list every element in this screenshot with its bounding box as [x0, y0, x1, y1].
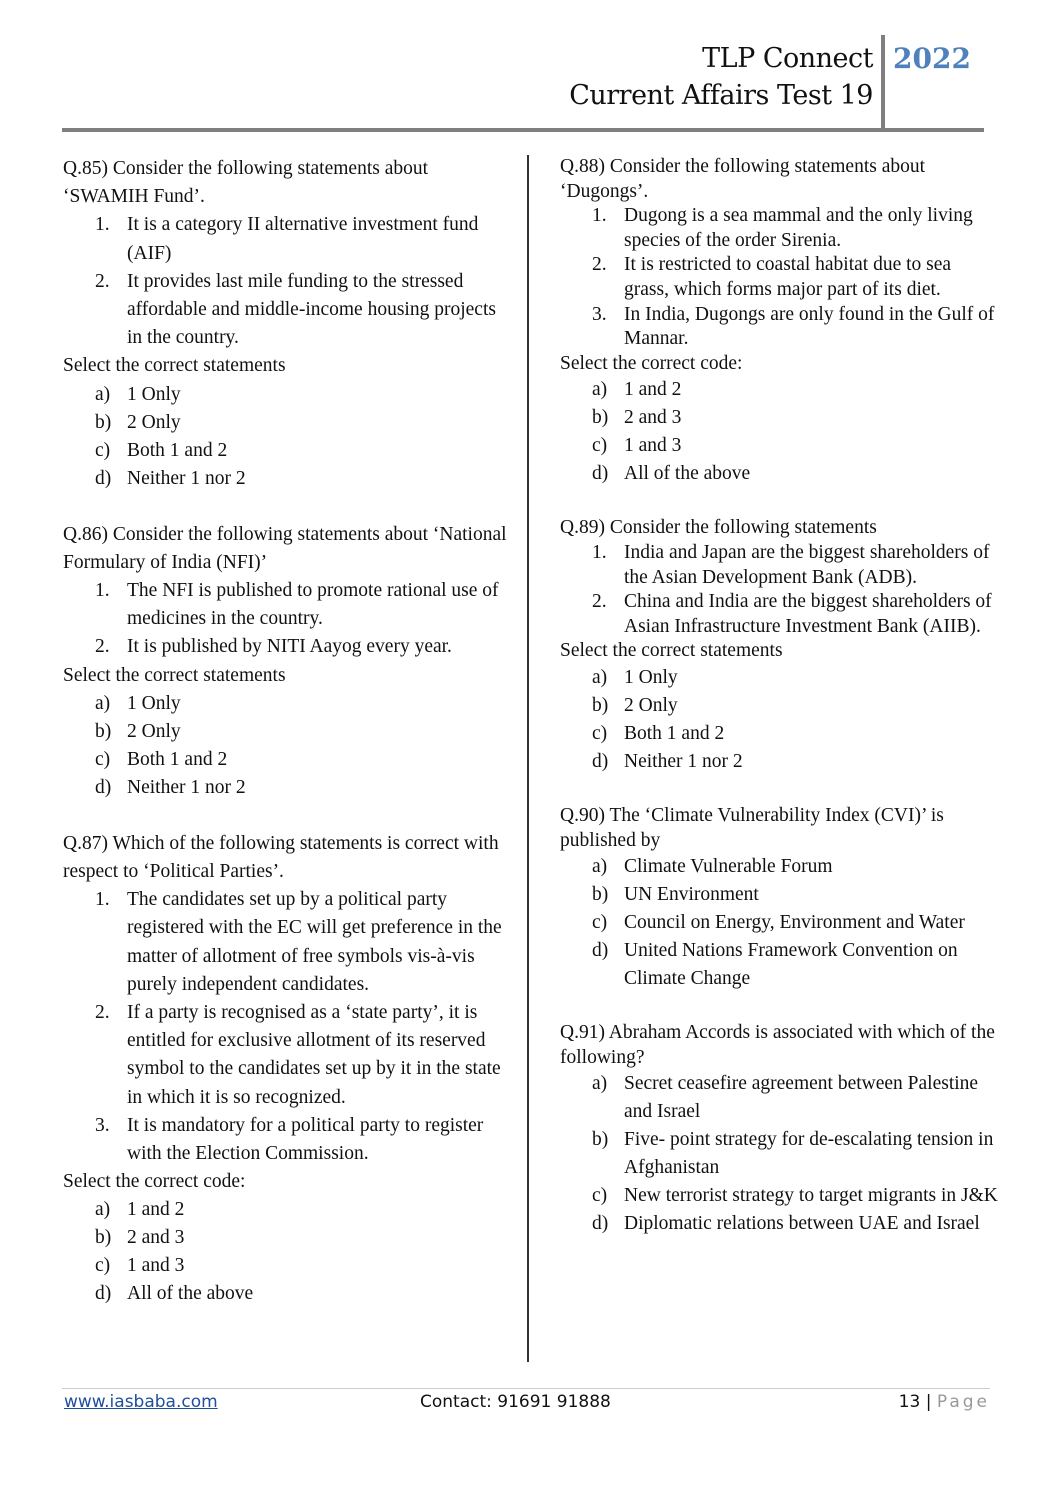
- answer-option: [560, 1070, 1000, 1126]
- statement-text: China and India are the biggest shareholders of Asian Infrastructure Investment Bank (AIIB).: [624, 591, 992, 637]
- option-letter: d): [592, 750, 609, 772]
- question-instruction: Select the correct statements: [63, 355, 286, 377]
- option-letter: c): [592, 722, 608, 744]
- option-text: All of the above: [624, 463, 751, 485]
- option-text: Neither 1 nor 2: [624, 750, 743, 772]
- option-letter: a): [95, 692, 111, 714]
- question: [63, 830, 508, 1309]
- statement-number: 1.: [95, 889, 110, 911]
- header-divider: [881, 35, 885, 130]
- document-header: [569, 40, 873, 114]
- statement-number: 2.: [592, 254, 607, 276]
- contact-info: Contact: 91691 91888: [420, 1392, 611, 1412]
- option-letter: c): [95, 748, 111, 770]
- option-letter: a): [95, 1199, 111, 1221]
- answer-option: [560, 720, 1000, 748]
- answer-option: [560, 432, 1000, 460]
- statement-text: India and Japan are the biggest shareholders of the Asian Development Bank (ADB).: [624, 541, 990, 588]
- answer-option: [560, 692, 1000, 720]
- answer-option: [560, 664, 1000, 692]
- statement-text: The NFI is published to promote rational use of medicines in the country.: [127, 580, 499, 630]
- answer-option: [63, 1224, 508, 1252]
- answer-option: [560, 404, 1000, 432]
- question: [63, 521, 508, 802]
- question: [560, 804, 1000, 993]
- statement-text: It is published by NITI Aayog every year.: [127, 636, 452, 658]
- statement-text: In India, Dugongs are only found in the Gulf of Mannar.: [624, 303, 995, 350]
- answer-option: [63, 437, 508, 465]
- option-text: 2 and 3: [624, 407, 682, 429]
- option-letter: b): [95, 411, 112, 433]
- statement: [63, 633, 508, 661]
- question-stem: Q.91) Abraham Accords is associated with which of the following?: [560, 1022, 995, 1068]
- statement: [63, 1112, 508, 1168]
- answer-option: [63, 465, 508, 493]
- statement-number: 1.: [592, 541, 607, 563]
- option-letter: b): [95, 1227, 112, 1249]
- page-number: 13 | Page: [898, 1392, 990, 1412]
- header-title: TLP Connect: [702, 43, 873, 74]
- statement: [63, 268, 508, 353]
- option-letter: b): [592, 884, 609, 906]
- option-text: 1 Only: [127, 383, 181, 405]
- statement-number: 3.: [592, 303, 607, 325]
- question-stem: Q.89) Consider the following statements: [560, 517, 877, 539]
- question-instruction: Select the correct code:: [560, 352, 743, 374]
- option-text: New terrorist strategy to target migrants in J&K: [624, 1185, 998, 1207]
- answer-option: [560, 1126, 1000, 1182]
- option-letter: b): [592, 694, 609, 716]
- statement: [560, 204, 1000, 253]
- statement-text: It is mandatory for a political party to register with the Election Commission.: [127, 1114, 484, 1165]
- statement-number: 2.: [592, 591, 607, 613]
- option-letter: c): [592, 1185, 608, 1207]
- option-text: 2 and 3: [127, 1227, 185, 1249]
- question-instruction: Select the correct statements: [560, 640, 783, 662]
- answer-option: [63, 774, 508, 802]
- question-stem: Q.87) Which of the following statements is correct with respect to ‘Political Parties’.: [63, 832, 499, 883]
- option-letter: c): [592, 435, 608, 457]
- statement: [560, 303, 1000, 352]
- answer-option: [560, 1210, 1000, 1238]
- answer-option: [63, 381, 508, 409]
- answer-option: [560, 881, 1000, 909]
- website-link[interactable]: www.iasbaba.com: [64, 1392, 218, 1412]
- option-text: 2 Only: [127, 720, 181, 742]
- option-letter: a): [95, 383, 111, 405]
- option-letter: c): [95, 439, 111, 461]
- option-letter: d): [592, 463, 609, 485]
- option-letter: d): [95, 776, 112, 798]
- option-text: Both 1 and 2: [127, 748, 228, 770]
- header-subtitle: Current Affairs Test 19: [569, 80, 873, 111]
- option-letter: a): [592, 379, 608, 401]
- statement: [560, 590, 1000, 639]
- header-rule: [62, 128, 984, 132]
- statement-number: 1.: [95, 214, 110, 236]
- option-letter: d): [592, 1213, 609, 1235]
- statement-number: 2.: [95, 636, 110, 658]
- page-label: Page: [936, 1392, 990, 1412]
- question-stem: Q.85) Consider the following statements about ‘SWAMIH Fund’.: [63, 158, 429, 208]
- option-text: 1 Only: [127, 692, 181, 714]
- statement-text: It provides last mile funding to the stressed affordable and middle-income housing projects in the country.: [127, 270, 496, 349]
- option-text: Neither 1 nor 2: [127, 467, 246, 489]
- question: [63, 155, 508, 493]
- answer-option: [560, 460, 1000, 488]
- option-letter: b): [95, 720, 112, 742]
- answer-option: [63, 690, 508, 718]
- question: [560, 1021, 1000, 1238]
- option-text: 1 and 3: [624, 435, 682, 457]
- option-text: United Nations Framework Convention on Climate Change: [624, 940, 958, 990]
- option-text: Secret ceasefire agreement between Palestine and Israel: [624, 1073, 979, 1123]
- statement: [63, 999, 508, 1112]
- option-text: Both 1 and 2: [127, 439, 228, 461]
- statement: [63, 211, 508, 267]
- statement-text: It is restricted to coastal habitat due to sea grass, which forms major part of its diet.: [624, 254, 952, 300]
- answer-option: [63, 1252, 508, 1280]
- answer-option: [63, 718, 508, 746]
- option-text: 1 and 2: [127, 1199, 185, 1221]
- option-text: 1 and 2: [624, 379, 682, 401]
- answer-option: [560, 376, 1000, 404]
- answer-option: [560, 748, 1000, 776]
- statement: [560, 541, 1000, 590]
- statement: [63, 886, 508, 999]
- column-divider: [527, 155, 529, 1362]
- statement-text: If a party is recognised as a ‘state party’, it is entitled for exclusive allotment of its reserved symbol to the candidates set up by it in the state in which it is so recognized.: [127, 1002, 501, 1108]
- statement: [63, 577, 508, 633]
- statement: [560, 253, 1000, 302]
- question: [560, 516, 1000, 776]
- option-letter: d): [95, 467, 112, 489]
- answer-option: [63, 409, 508, 437]
- question-stem: Q.86) Consider the following statements about ‘National Formulary of India (NFI)’: [63, 523, 507, 573]
- option-text: Diplomatic relations between UAE and Israel: [624, 1213, 980, 1235]
- option-letter: c): [95, 1255, 111, 1277]
- option-text: Council on Energy, Environment and Water: [624, 912, 965, 934]
- statement-number: 2.: [95, 270, 110, 292]
- answer-option: [560, 909, 1000, 937]
- option-text: Neither 1 nor 2: [127, 776, 246, 798]
- answer-option: [63, 1280, 508, 1308]
- option-letter: b): [592, 1129, 609, 1151]
- option-text: All of the above: [127, 1283, 254, 1305]
- option-text: Both 1 and 2: [624, 722, 725, 744]
- option-letter: d): [95, 1283, 112, 1305]
- statement-number: 1.: [95, 580, 110, 602]
- answer-option: [560, 853, 1000, 881]
- question-instruction: Select the correct statements: [63, 664, 286, 686]
- option-text: Climate Vulnerable Forum: [624, 856, 833, 878]
- option-letter: a): [592, 666, 608, 688]
- answer-option: [560, 937, 1000, 993]
- option-text: Five- point strategy for de-escalating tension in Afghanistan: [624, 1129, 994, 1179]
- option-letter: a): [592, 856, 608, 878]
- page-number-value: 13: [898, 1392, 921, 1412]
- answer-option: [63, 1196, 508, 1224]
- answer-option: [63, 746, 508, 774]
- right-column: [560, 155, 1000, 1266]
- option-letter: b): [592, 407, 609, 429]
- option-text: UN Environment: [624, 884, 759, 906]
- question-instruction: Select the correct code:: [63, 1171, 246, 1193]
- statement-text: Dugong is a sea mammal and the only living species of the order Sirenia.: [624, 205, 973, 251]
- statement-number: 3.: [95, 1114, 110, 1136]
- answer-option: [560, 1182, 1000, 1210]
- question: [560, 155, 1000, 488]
- question-stem: Q.88) Consider the following statements about ‘Dugongs’.: [560, 156, 926, 202]
- header-year: 2022: [893, 42, 971, 75]
- option-text: 1 and 3: [127, 1255, 185, 1277]
- footer-rule: [62, 1388, 990, 1389]
- option-text: 2 Only: [624, 694, 678, 716]
- option-letter: c): [592, 912, 608, 934]
- question-stem: Q.90) The ‘Climate Vulnerability Index (CVI)’ is published by: [560, 804, 944, 851]
- statement-number: 2.: [95, 1002, 110, 1024]
- option-text: 1 Only: [624, 666, 678, 688]
- statement-text: It is a category II alternative investment fund (AIF): [127, 214, 479, 264]
- left-column: [63, 155, 508, 1336]
- statement-number: 1.: [592, 205, 607, 227]
- option-letter: d): [592, 940, 609, 962]
- statement-text: The candidates set up by a political party registered with the EC will get preference in the matter of allotment of free symbols vis-à-vis purely independent candidates.: [127, 889, 502, 995]
- option-text: 2 Only: [127, 411, 181, 433]
- option-letter: a): [592, 1073, 608, 1095]
